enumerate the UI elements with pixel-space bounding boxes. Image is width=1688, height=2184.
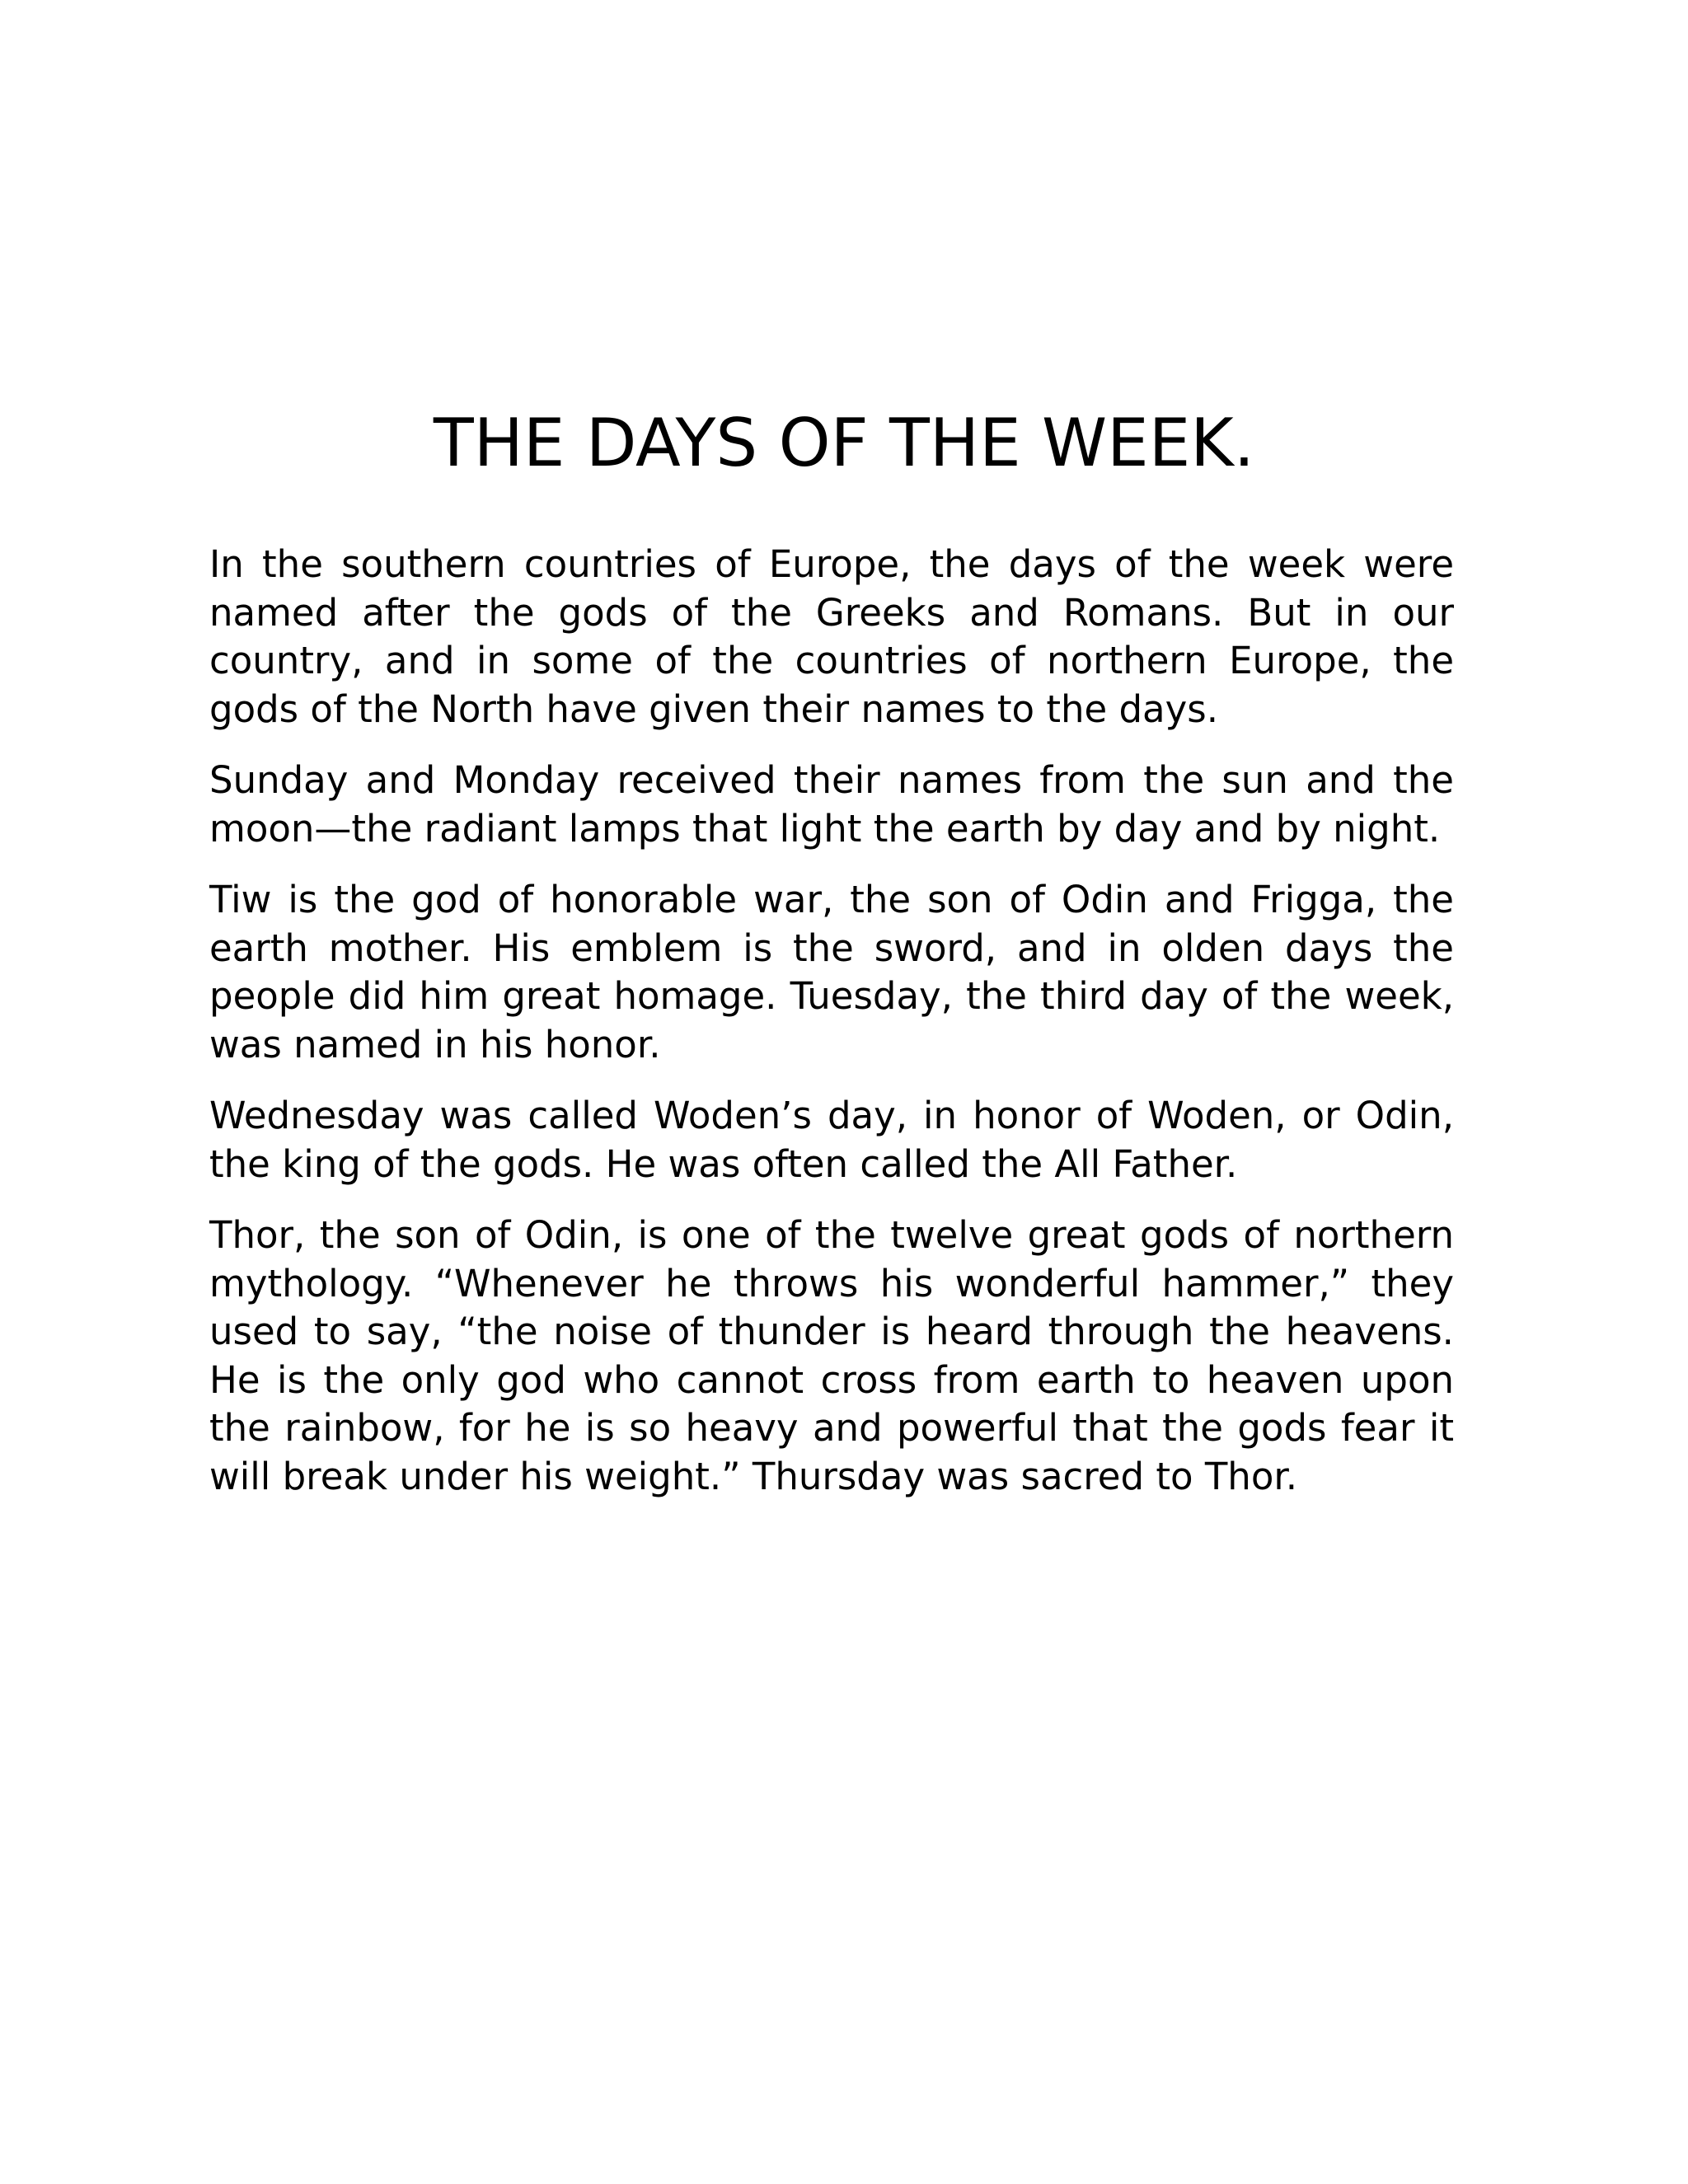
paragraph-woden-wednesday: Wednesday was called Woden’s day, in honor of Woden, or Odin, the king of the gods. He was often called the All Father.: [209, 1094, 1454, 1186]
paragraph-tiw-tuesday: Tiw is the god of honorable war, the son of Odin and Frigga, the earth mother. His emblem is the sword, and in olden days the people did him great homage. Tuesday, the third day of the week, was named in his honor.: [209, 878, 1454, 1066]
paragraph-sunday-monday: Sunday and Monday received their names from the sun and the moon—the radiant lamps that light the earth by day and by night.: [209, 758, 1454, 851]
page-title: THE DAYS OF THE WEEK.: [433, 405, 1255, 481]
paragraph-southern-europe: In the southern countries of Europe, the days of the week were named after the gods of the Greeks and Romans. But in our country, and in some of the countries of northern Europe, the gods of the North have given their names to the days.: [209, 542, 1454, 731]
body-text: [209, 541, 1454, 1524]
paragraph-thor-thursday: Thor, the son of Odin, is one of the twelve great gods of northern mythology. “Whenever he throws his wonderful hammer,” they used to say, “the noise of thunder is heard through the heavens. He is the only god who cannot cross from earth to heaven upon the rainbow, for he is so heavy and powerful that the gods fear it will break under his weight.” Thursday was sacred to Thor.: [209, 1213, 1454, 1498]
